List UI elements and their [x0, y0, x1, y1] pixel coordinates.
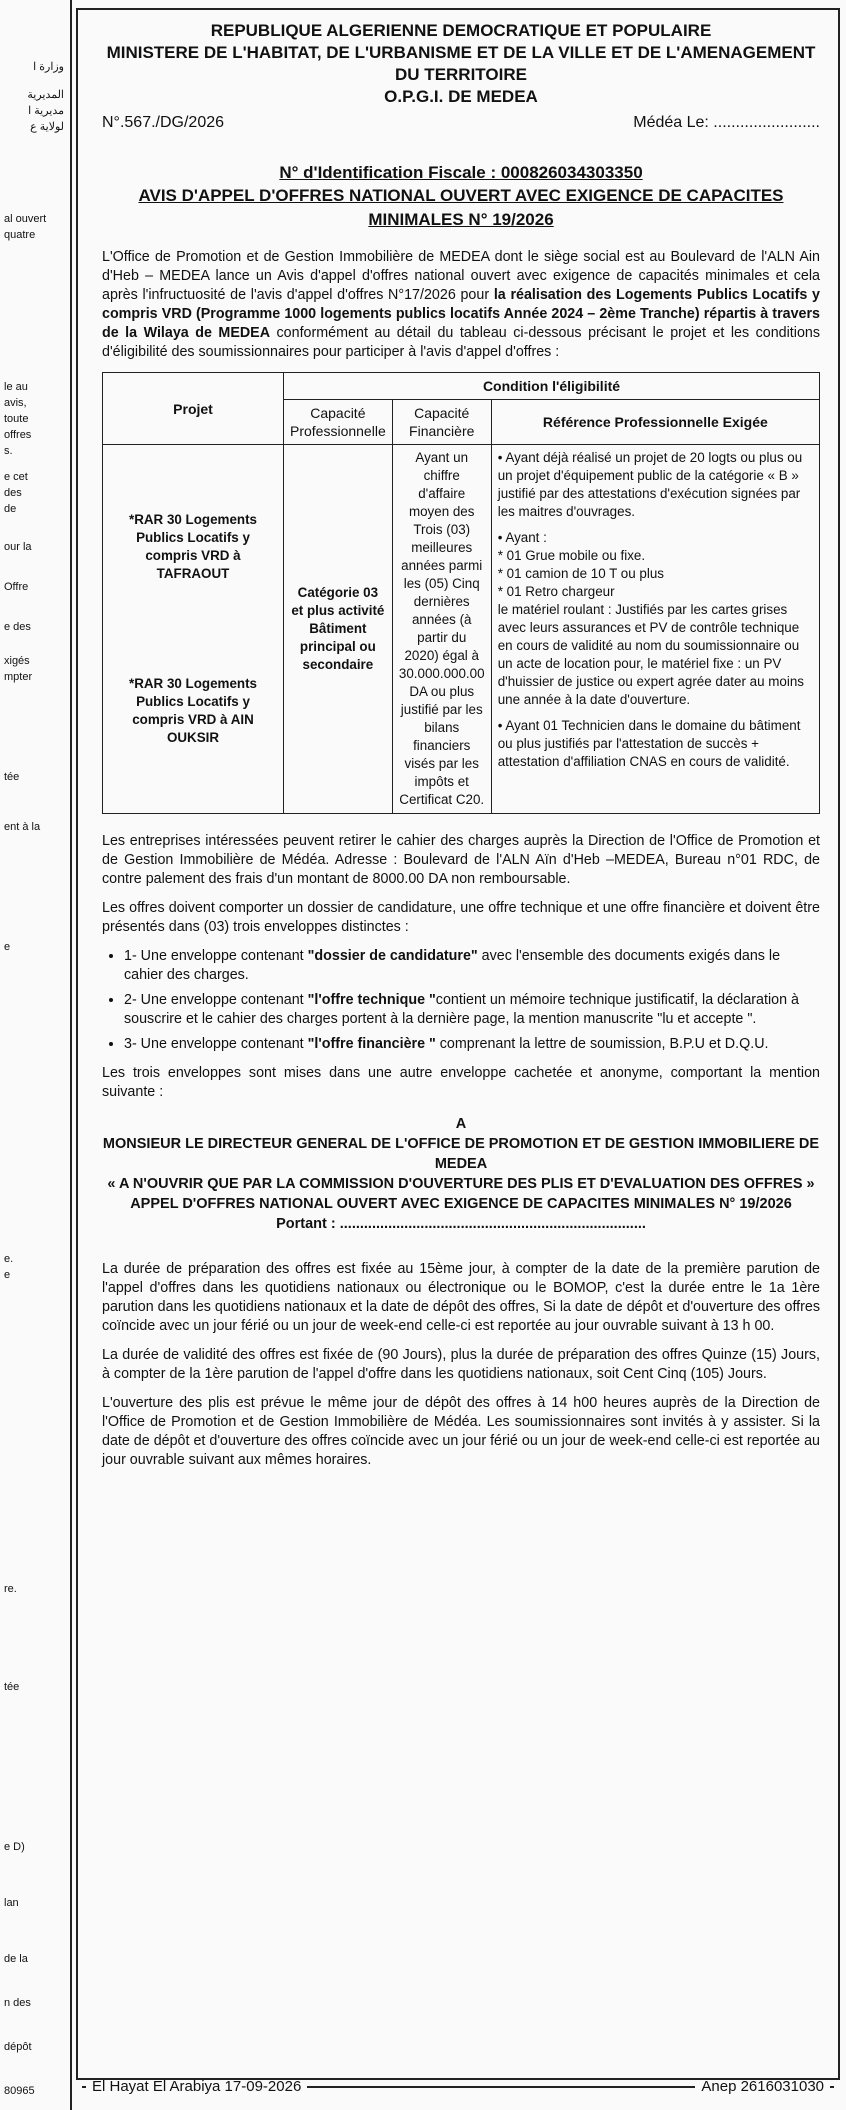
left-fragment: al ouvert	[4, 213, 47, 225]
left-fragment: Offre	[4, 581, 29, 593]
table-row	[103, 445, 820, 814]
left-fragment: offres	[4, 429, 32, 441]
intro-paragraph	[102, 248, 820, 362]
intro-text-end: conformément au détail du tableau ci-dessous précisant le projet et les conditions d'éligibilité des soumissionnaires pour participer à l'avis d'appel d'offres :	[102, 325, 820, 360]
left-fragment: le au	[4, 381, 28, 393]
envelope-list	[102, 947, 820, 1054]
addressee-line-1: MONSIEUR LE DIRECTEUR GENERAL DE L'OFFICE DE PROMOTION ET DE GESTION IMMOBILIERE DE	[102, 1136, 820, 1152]
notice-title-number: MINIMALES N° 19/2026	[368, 210, 554, 229]
reference-2-b: * 01 camion de 10 T ou plus	[497, 566, 664, 581]
left-fragment: e	[4, 941, 11, 953]
left-fragment: tée	[4, 771, 20, 783]
reference-2-c: * 01 Retro chargeur	[497, 584, 615, 599]
envelope-2-pre: 2- Une enveloppe contenant	[124, 992, 308, 1008]
reference-2-title: • Ayant :	[497, 530, 547, 545]
table-header-row	[103, 373, 820, 400]
reference-3: • Ayant 01 Technicien dans le domaine du bâtiment ou plus justifiés par l'attestation de succès + attestation d'affiliation CNAS en cours de validité.	[497, 718, 801, 769]
left-fragment: quatre	[4, 229, 36, 241]
duree-validite-paragraph: La durée de validité des offres est fixée de (90 Jours), plus la durée de préparation des offres Quinze (15) Jours, à compter de la 1ère parution de l'appel d'offre dans les quotidiens nationaux, soit Cent Cinq (105) Jours.	[102, 1347, 820, 1382]
left-fragment: de	[4, 503, 17, 515]
left-fragment: des	[4, 487, 22, 499]
reference-2-text: le matériel roulant : Justifiés par les cartes grises avec leurs assurances et PV de contrôle technique en cours de validité au nom du soumissionnaire ou un acte de location pour, le matériel fixe : un PV d'huissier de justice ou expert agrée dater au moins une année à la date d'ouverture.	[497, 602, 804, 707]
envelope-2-bold: "l'offre technique "	[307, 992, 436, 1008]
project-1: *RAR 30 Logements Publics Locatifs y compris VRD à TAFRAOUT	[129, 512, 257, 581]
left-fragment: lan	[4, 1897, 19, 1909]
envelope-3-pre: 3- Une enveloppe contenant	[124, 1036, 308, 1052]
intro-text: L'Office de Promotion et de Gestion Immobilière de MEDEA dont le siège social est au Boulevard de l'ALN Ain d'Heb – MEDEA lance un Avis d'appel d'offres national ouvert avec exigence de capacités minimales et cela après l'infructuosité de l'avis d'appel d'offres N°17/2026 pour	[102, 249, 820, 303]
left-fragment: re.	[4, 1583, 17, 1595]
left-fragment: s.	[4, 445, 13, 457]
republic-header: REPUBLIQUE ALGERIENNE DEMOCRATIQUE ET POPULAIRE	[210, 21, 712, 40]
eligibility-table	[102, 372, 820, 814]
envelope-3-post: comprenant la lettre de soumission, B.P.U et D.Q.U.	[435, 1036, 769, 1052]
left-fragment: mpter	[4, 671, 33, 683]
project-2: *RAR 30 Logements Publics Locatifs y compris VRD à AIN OUKSIR	[129, 676, 257, 745]
col-capacite-fin: Capacité Financière	[392, 400, 491, 445]
left-fragment: مديرية ا	[28, 105, 64, 117]
envelope-3-bold: "l'offre financière "	[307, 1036, 436, 1052]
left-fragment: de la	[4, 1953, 28, 1965]
left-fragment: tée	[4, 1681, 20, 1693]
left-fragment: dépôt	[4, 2041, 32, 2053]
ministry-header-cont: DU TERRITOIRE	[395, 65, 527, 84]
list-item	[124, 1035, 820, 1054]
duree-preparation-paragraph: La durée de préparation des offres est fixée au 15ème jour, à compter de la date de la première parution de l'appel d'offres dans les quotidiens nationaux ou électronique ou le BOMOP, c'est la durée entre le 1a 1ère parution dans les quotidiens nationaux et la date de dépôt des offres, Si la date de dépôt et d'ouverture des offres coïncide avec un jour férié ou un jour de week-end celle-ci est reportée au jour ouvrable suivant à 13 h 00.	[102, 1261, 820, 1334]
projects-cell	[103, 445, 284, 814]
col-projet: Projet	[103, 373, 284, 445]
notice-frame	[76, 8, 840, 2080]
col-reference: Référence Professionnelle Exigée	[491, 400, 819, 445]
notice-title: AVIS D'APPEL D'OFFRES NATIONAL OUVERT AVEC EXIGENCE DE CAPACITES	[138, 186, 784, 205]
left-fragment: ent à la	[4, 821, 41, 833]
left-fragment: e	[4, 1269, 11, 1281]
envelope-1-bold: "dossier de candidature"	[307, 948, 478, 964]
addressee-line-4: APPEL D'OFFRES NATIONAL OUVERT AVEC EXIGENCE DE CAPACITES MINIMALES N° 19/2026	[130, 1196, 792, 1212]
list-item	[124, 947, 820, 985]
envelope-2-post: contient un mémoire technique justificatif, la déclaration à souscrire et le cahier des charges portent à la dernière page, la mention manuscrite "lu et accepte ".	[124, 992, 799, 1027]
ouverture-paragraph: L'ouverture des plis est prévue le même jour de dépôt des offres à 14 h00 heures auprès de la Direction de l'Office de Promotion et de Gestion Immobilière de Médéa. Les soumissionnaires sont invités à y assister. Si la date de dépôt et d'ouverture des offres coïncide avec un jour férié ou un jour de week-end celle-ci est reportée au jour ouvrable suivant aux mêmes horaires.	[102, 1395, 820, 1468]
reference-cell	[491, 445, 819, 814]
reference-2-a: * 01 Grue mobile ou fixe.	[497, 548, 646, 563]
retrait-paragraph: Les entreprises intéressées peuvent retirer le cahier des charges auprès la Direction de l'Office de Promotion et de Gestion Immobilière de Médéa. Adresse : Boulevard de l'ALN Aïn d'Heb –MEDEA, Bureau n°01 RDC, de contre palement des frais d'un montant de 8000.00 DA non remboursable.	[102, 833, 820, 887]
left-fragment: e des	[4, 621, 31, 633]
addressee-line-2: MEDEA	[434, 1156, 488, 1172]
left-fragment: وزارة ا	[33, 61, 64, 73]
fiscal-id: N° d'Identification Fiscale : 000826034303350	[279, 163, 643, 182]
col-capacite-pro: Capacité Professionnelle	[284, 400, 393, 445]
capacite-fin-cell: Ayant un chiffre d'affaire moyen des Trois (03) meilleures années parmi les (05) Cinq dernières années (à partir du 2020) égal à 30.000.000.00 DA ou plus justifié par les bilans financiers visés par les impôts et Certificat C20.	[392, 445, 491, 814]
list-item	[124, 991, 820, 1029]
addressee-line-3: « A N'OUVRIR QUE PAR LA COMMISSION D'OUVERTURE DES PLIS ET D'EVALUATION DES OFFRES »	[107, 1176, 815, 1192]
left-fragment: our la	[4, 541, 32, 553]
reference-2	[498, 529, 813, 709]
offres-intro-paragraph: Les offres doivent comporter un dossier de candidature, une offre technique et une offre financière et doivent être présentés dans (03) trois enveloppes distinctes :	[102, 900, 820, 935]
capacite-pro-cell: Catégorie 03 et plus activité Bâtiment principal ou secondaire	[284, 445, 393, 814]
envelope-1-pre: 1- Une enveloppe contenant	[124, 948, 308, 964]
left-fragment: toute	[4, 413, 29, 425]
footer	[76, 2078, 840, 2095]
footer-anep: Anep 2616031030	[701, 2078, 824, 2095]
date-label: Médéa Le: ........................	[633, 114, 820, 131]
reference-line	[102, 114, 820, 132]
col-condition: Condition l'éligibilité	[284, 373, 820, 400]
office-header: O.P.G.I. DE MEDEA	[384, 87, 538, 106]
left-fragment: لولاية ع	[30, 121, 64, 133]
addressee-block	[102, 1114, 820, 1234]
left-fragment: 80965	[4, 2085, 35, 2097]
left-fragment: المديرية	[27, 89, 64, 101]
outer-envelope-paragraph: Les trois enveloppes sont mises dans une autre enveloppe cachetée et anonyme, comportant la mention suivante :	[102, 1065, 820, 1100]
adjacent-column-strip	[0, 0, 72, 2110]
left-fragment: n des	[4, 1997, 31, 2009]
addressee-a: A	[455, 1116, 467, 1132]
notice-content	[102, 20, 820, 1480]
addressee-line-5: Portant : ............................................................................	[276, 1216, 646, 1232]
left-fragment: e cet	[4, 471, 28, 483]
left-fragment: xigés	[4, 655, 30, 667]
ministry-header: MINISTERE DE L'HABITAT, DE L'URBANISME ET DE LA VILLE ET DE L'AMENAGEMENT	[106, 43, 816, 62]
intro-bold-text: la réalisation des Logements Publics Locatifs y compris VRD (Programme 1000 logements publics locatifs Année 2024 – 2ème Tranche) répartis à travers de la Wilaya de MEDEA	[102, 287, 820, 341]
reference-1: • Ayant déjà réalisé un projet de 20 logts ou plus ou un projet d'équipement public de la catégorie « B » justifié par des attestations d'exécution signées par les maitres d'ouvrages.	[497, 450, 803, 519]
footer-newspaper: El Hayat El Arabiya 17-09-2026	[92, 2078, 302, 2095]
left-fragment: e D)	[4, 1841, 25, 1853]
reference-number: N°.567./DG/2026	[102, 114, 225, 131]
left-fragment: e.	[4, 1253, 14, 1265]
envelope-1-post: avec l'ensemble des documents exigés dans le cahier des charges.	[124, 948, 781, 983]
left-fragment: avis,	[4, 397, 27, 409]
